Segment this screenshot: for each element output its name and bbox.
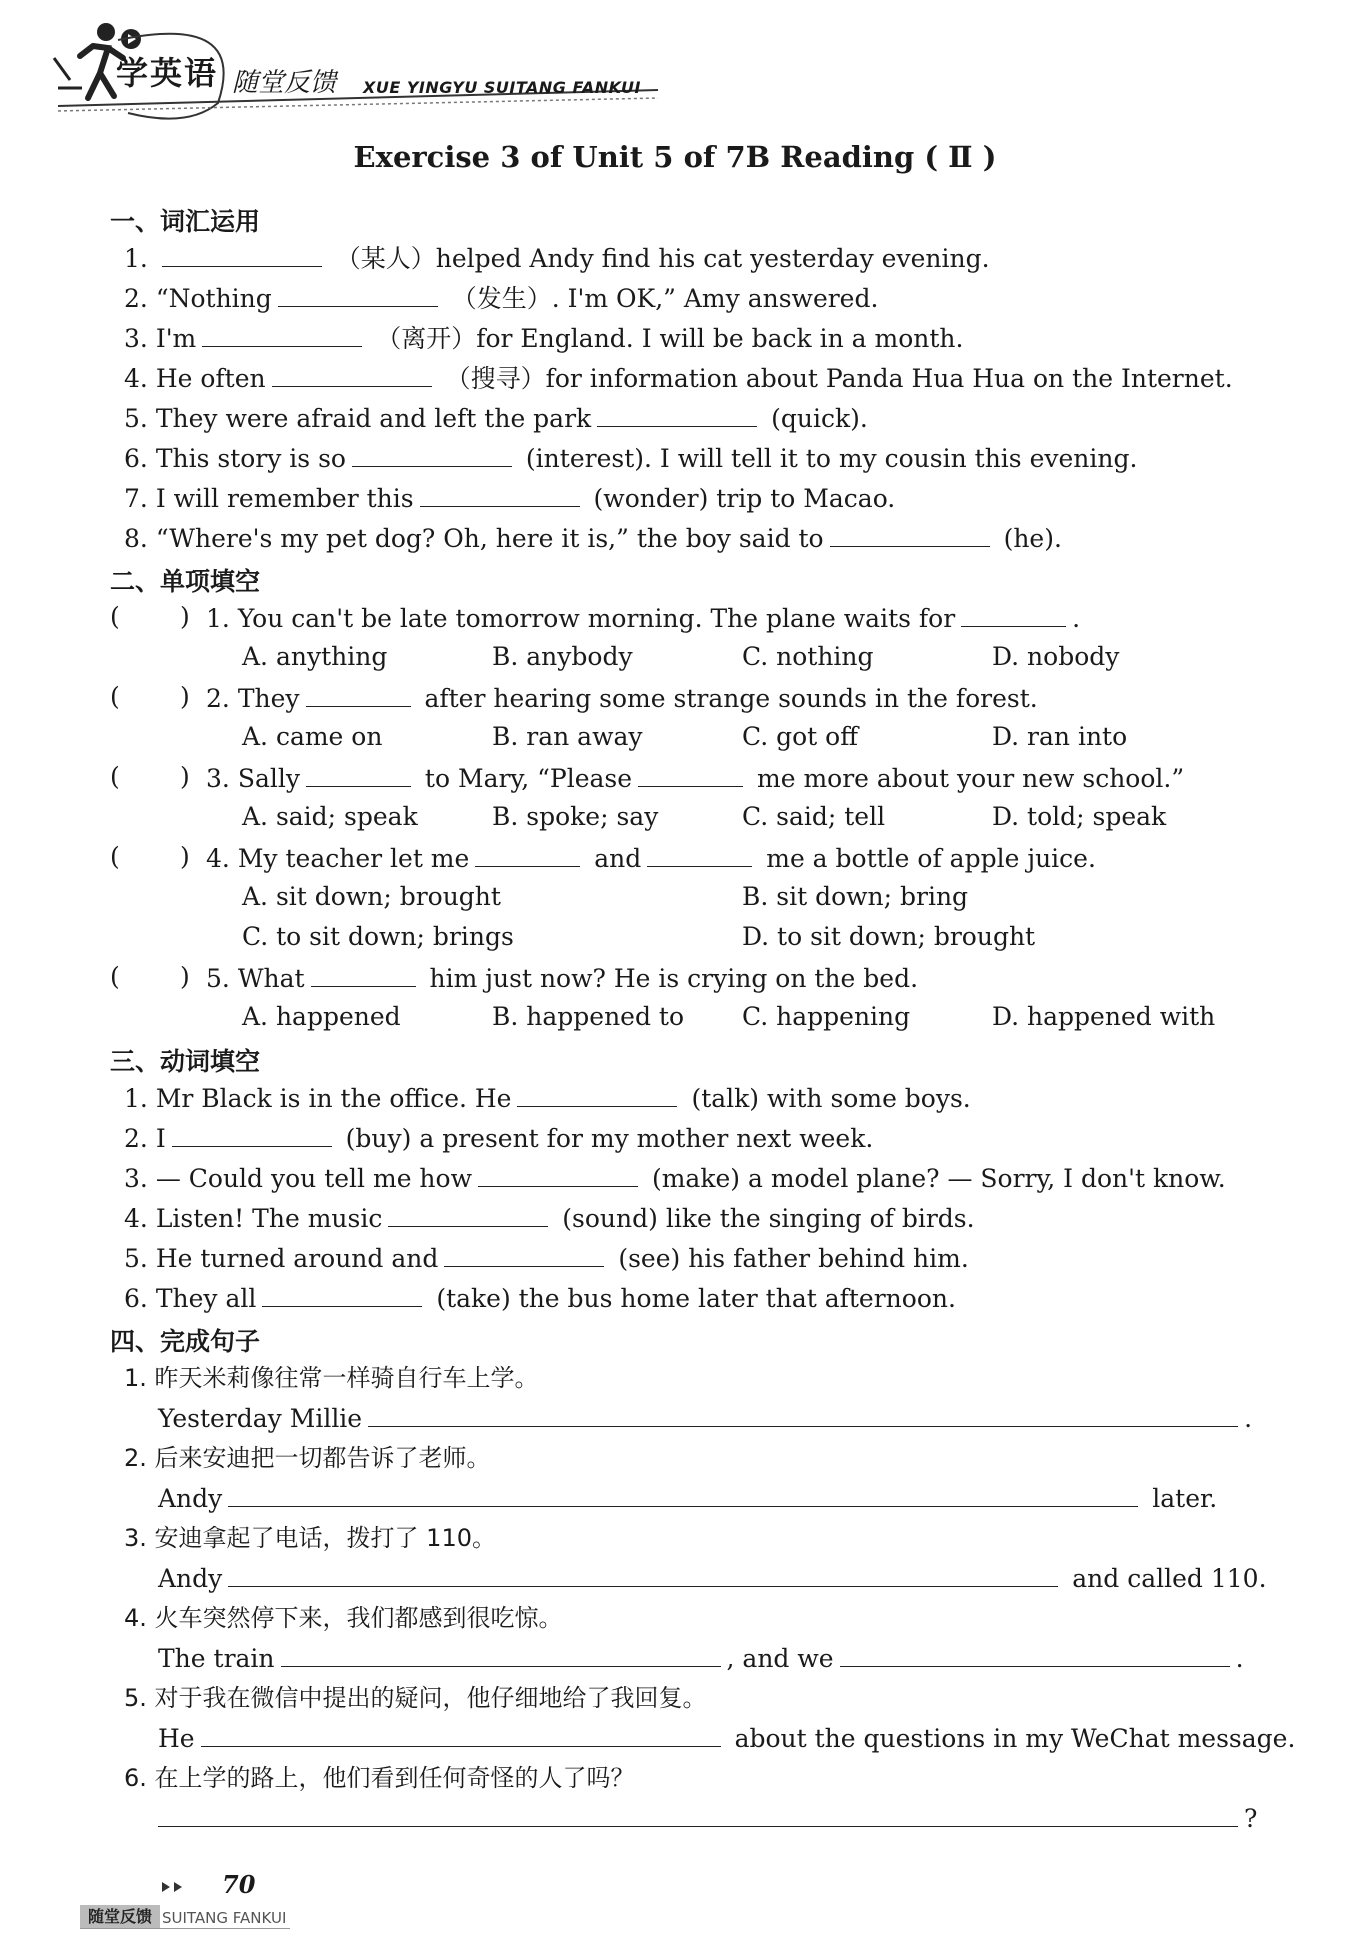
answer-paren-close[interactable]: ) <box>180 962 190 991</box>
question-2: 2. They after hearing some strange sounds in the forest. <box>206 684 1038 713</box>
sentence-answer-4: The train , and we . <box>158 1644 1244 1673</box>
footer-badge: 随堂反馈 <box>80 1905 160 1929</box>
answer-blank[interactable] <box>311 962 416 987</box>
option-a: A. happened <box>242 1002 401 1031</box>
answer-line[interactable] <box>228 1482 1138 1507</box>
vocab-item: 4. He often （搜寻）for information about Panda Hua Hua on the Internet. <box>124 364 1233 393</box>
answer-blank[interactable] <box>597 402 757 427</box>
option-c: C. nothing <box>742 642 874 671</box>
answer-blank[interactable] <box>830 522 990 547</box>
answer-line[interactable] <box>281 1642 721 1667</box>
answer-blank[interactable] <box>352 442 512 467</box>
arrow-marker-icon <box>160 1880 188 1894</box>
sentence-answer-2: Andy later. <box>158 1484 1218 1513</box>
question-5: 5. What him just now? He is crying on the bed. <box>206 964 919 993</box>
verb-item: 1. Mr Black is in the office. He (talk) with some boys. <box>124 1084 971 1113</box>
sentence-prompt-2: 2. 后来安迪把一切都告诉了老师。 <box>124 1444 491 1472</box>
answer-paren-open[interactable]: ( <box>110 762 120 791</box>
option-d: D. nobody <box>992 642 1120 671</box>
question-3: 3. Sally to Mary, “Please me more about your new school.” <box>206 764 1185 793</box>
section-heading-vocab: 一、词汇运用 <box>110 207 261 236</box>
sentence-answer-3: Andy and called 110. <box>158 1564 1267 1593</box>
vocab-item: 8. “Where's my pet dog? Oh, here it is,” the boy said to (he). <box>124 524 1062 553</box>
verb-item: 6. They all (take) the bus home later that afternoon. <box>124 1284 956 1313</box>
page-number: 70 <box>222 1870 256 1899</box>
answer-blank[interactable] <box>172 1122 332 1147</box>
option-a: A. anything <box>242 642 388 671</box>
answer-blank[interactable] <box>475 842 580 867</box>
sentence-answer-5: He about the questions in my WeChat message. <box>158 1724 1296 1753</box>
answer-blank[interactable] <box>444 1242 604 1267</box>
answer-blank[interactable] <box>647 842 752 867</box>
answer-blank[interactable] <box>262 1282 422 1307</box>
answer-paren-open[interactable]: ( <box>110 962 120 991</box>
answer-blank[interactable] <box>388 1202 548 1227</box>
section-heading-choice: 二、单项填空 <box>110 567 261 596</box>
sentence-prompt-6: 6. 在上学的路上，他们看到任何奇怪的人了吗？ <box>124 1764 635 1792</box>
option-a: A. came on <box>242 722 383 751</box>
vocab-item: 7. I will remember this (wonder) trip to Macao. <box>124 484 896 513</box>
answer-blank[interactable] <box>272 362 432 387</box>
vocab-item: 3. I'm （离开）for England. I will be back in a month. <box>124 324 964 353</box>
answer-line[interactable] <box>840 1642 1230 1667</box>
logo-english: XUE YINGYU SUITANG FANKUI <box>363 78 641 97</box>
answer-blank[interactable] <box>162 242 322 267</box>
page-title: Exercise 3 of Unit 5 of 7B Reading ( Ⅱ ) <box>353 140 997 174</box>
option-a: A. said; speak <box>242 802 418 831</box>
answer-paren-close[interactable]: ) <box>180 602 190 631</box>
logo-title: 学英语 <box>116 54 219 92</box>
option-b: B. ran away <box>492 722 643 751</box>
verb-item: 5. He turned around and (see) his father behind him. <box>124 1244 969 1273</box>
option-d: D. ran into <box>992 722 1128 751</box>
option-c: C. got off <box>742 722 858 751</box>
option-d: D. happened with <box>992 1002 1216 1031</box>
option-a: A. sit down; brought <box>242 882 501 911</box>
option-d: D. told; speak <box>992 802 1167 831</box>
answer-paren-close[interactable]: ) <box>180 842 190 871</box>
answer-blank[interactable] <box>517 1082 677 1107</box>
sentence-prompt-4: 4. 火车突然停下来，我们都感到很吃惊。 <box>124 1604 563 1632</box>
footer-english: SUITANG FANKUI <box>162 1909 287 1927</box>
sentence-prompt-1: 1. 昨天米莉像往常一样骑自行车上学。 <box>124 1364 539 1392</box>
verb-item: 4. Listen! The music (sound) like the singing of birds. <box>124 1204 975 1233</box>
answer-blank[interactable] <box>306 762 411 787</box>
sentence-prompt-5: 5. 对于我在微信中提出的疑问，他仔细地给了我回复。 <box>124 1684 707 1712</box>
answer-line[interactable] <box>368 1402 1238 1427</box>
answer-paren-close[interactable]: ) <box>180 682 190 711</box>
footer-divider <box>80 1928 290 1929</box>
answer-line[interactable] <box>201 1722 721 1747</box>
answer-blank[interactable] <box>202 322 362 347</box>
answer-blank[interactable] <box>478 1162 638 1187</box>
option-c: C. happening <box>742 1002 911 1031</box>
answer-paren-open[interactable]: ( <box>110 842 120 871</box>
answer-blank[interactable] <box>306 682 411 707</box>
answer-paren-open[interactable]: ( <box>110 682 120 711</box>
option-c: C. said; tell <box>742 802 886 831</box>
answer-blank[interactable] <box>961 602 1066 627</box>
header-logo <box>48 18 668 123</box>
logo-subtitle: 随堂反馈 <box>232 68 337 98</box>
question-4: 4. My teacher let me and me a bottle of apple juice. <box>206 844 1096 873</box>
option-b: B. spoke; say <box>492 802 659 831</box>
section-heading-verb: 三、动词填空 <box>110 1047 261 1076</box>
option-b: B. anybody <box>492 642 633 671</box>
verb-item: 3. — Could you tell me how (make) a model plane? — Sorry, I don't know. <box>124 1164 1226 1193</box>
option-d: D. to sit down; brought <box>742 922 1036 951</box>
vocab-item: 6. This story is so (interest). I will tell it to my cousin this evening. <box>124 444 1138 473</box>
option-c: C. to sit down; brings <box>242 922 514 951</box>
question-1: 1. You can't be late tomorrow morning. The plane waits for . <box>206 604 1081 633</box>
answer-paren-close[interactable]: ) <box>180 762 190 791</box>
vocab-item: 1. （某人）helped Andy find his cat yesterday evening. <box>124 244 990 273</box>
answer-line[interactable] <box>158 1802 1238 1827</box>
section-heading-sentence: 四、完成句子 <box>110 1327 261 1356</box>
vocab-item: 5. They were afraid and left the park (quick). <box>124 404 868 433</box>
sentence-answer-1: Yesterday Millie . <box>158 1404 1253 1433</box>
answer-blank[interactable] <box>420 482 580 507</box>
answer-blank[interactable] <box>278 282 438 307</box>
vocab-item: 2. “Nothing （发生）. I'm OK,” Amy answered. <box>124 284 879 313</box>
answer-paren-open[interactable]: ( <box>110 602 120 631</box>
option-b: B. sit down; bring <box>742 882 969 911</box>
answer-line[interactable] <box>228 1562 1058 1587</box>
sentence-answer-6: ? <box>158 1802 1257 1835</box>
sentence-prompt-3: 3. 安迪拿起了电话，拨打了 110。 <box>124 1524 496 1552</box>
option-b: B. happened to <box>492 1002 685 1031</box>
verb-item: 2. I (buy) a present for my mother next week. <box>124 1124 874 1153</box>
answer-blank[interactable] <box>638 762 743 787</box>
